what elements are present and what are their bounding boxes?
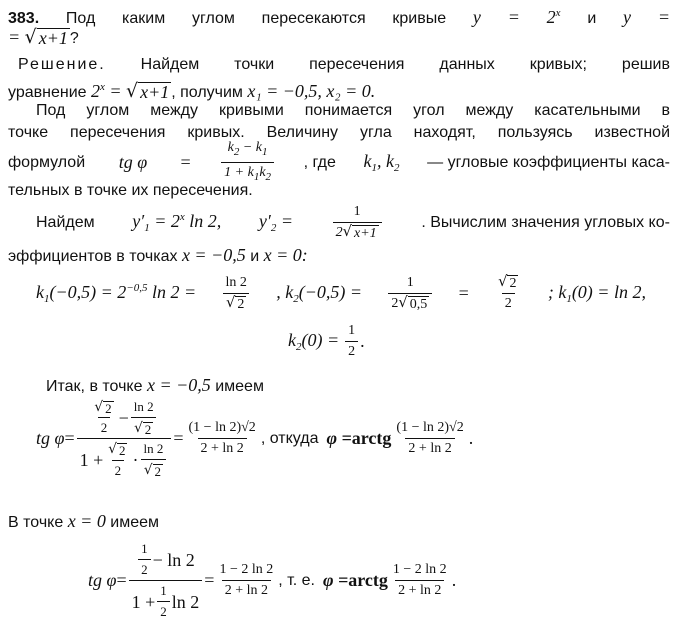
sqrt-x-plus-1: √ x+1	[24, 26, 68, 48]
solution-line-1: Решение. Найдем точки пересечения данных кривых; решив	[18, 56, 670, 73]
problem-line-2: = √ x+1 ?	[8, 26, 79, 48]
solution-heading: Решение.	[18, 56, 106, 73]
k2-zero-line: $k_2(0)$ = $\frac{1}{2}$ .	[288, 323, 365, 359]
v-tochke-line: В точке x = 0 имеем	[8, 511, 160, 531]
itak-line: Итак, в точке x = −0,5 имеем	[46, 375, 264, 395]
curve-2-start: y =	[623, 7, 670, 27]
tan-formula-fraction: $\frac{k_2 - k_1}{1 + k_1k_2}$	[221, 139, 274, 186]
curve-1: $y = 2^x$	[472, 7, 561, 27]
solution-line-2: уравнение $2^x$ = √ x+1 , получим x₁ = −0,5, x₂ = 0.	[8, 80, 376, 102]
tan-phi-at-zero: tg φ = $\frac{1}{2}$ − ln 2 1 + $\frac{1}{2}$ ln 2 = $\frac{1 - 2 \ln 2}{2 + \ln 2}$ , т. е. φ = arctg $\frac{1 - 2 \ln 2}{2 + \ln 2}$ .	[88, 541, 457, 619]
solution-line-3: Под углом между кривыми понимается угол между касательными в	[36, 102, 670, 119]
problem-question: Под каким углом пересекаются кривые	[65, 10, 447, 27]
solution-line-8: эффициентов в точках x = −0,5 и x = 0:	[8, 245, 308, 265]
solution-line-4: точке пересечения кривых. Величину угла находят, пользуясь известной	[8, 124, 670, 141]
solution-line-5: формулой tg φ = $\frac{k_2 - k_1}{1 + k_1k_2}$ , где $k_1$, $k_2$ — угловые коэффициенты каса-	[8, 139, 670, 186]
problem-number: 383.	[8, 10, 40, 27]
tan-phi-at-minus-half: tg φ = √ 2 2 − ln 2 √ 2 1 + √ 2 2 · ln 2 √ 2 = $\frac{(1 - \ln 2)√2}{2 + \ln 2}$ , откуда φ = arctg $\frac{(1 - \ln 2)√2}{2 + \ln 2}$ .	[36, 399, 474, 480]
and-word: и	[587, 10, 597, 27]
y2-derivative-fraction: 1 2 √ x+1	[333, 203, 382, 242]
solution-line-6: тельных в точке их пересечения.	[8, 182, 253, 199]
solution-line-7: Найдем $y'_1 = 2^x$ ln 2, $y'_2$ = 1 2 √ x+1 . Вычислим значения угловых ко-	[36, 204, 670, 241]
k-values-line: $k_1(-0,5) = 2^{-0,5}$ ln 2 = ln 2 √ 2 , $k_2(-0,5)$ = 1 2 √ 0,5 = √ 2 2 ; $k_1(0) = \ln 2$,	[36, 273, 646, 312]
